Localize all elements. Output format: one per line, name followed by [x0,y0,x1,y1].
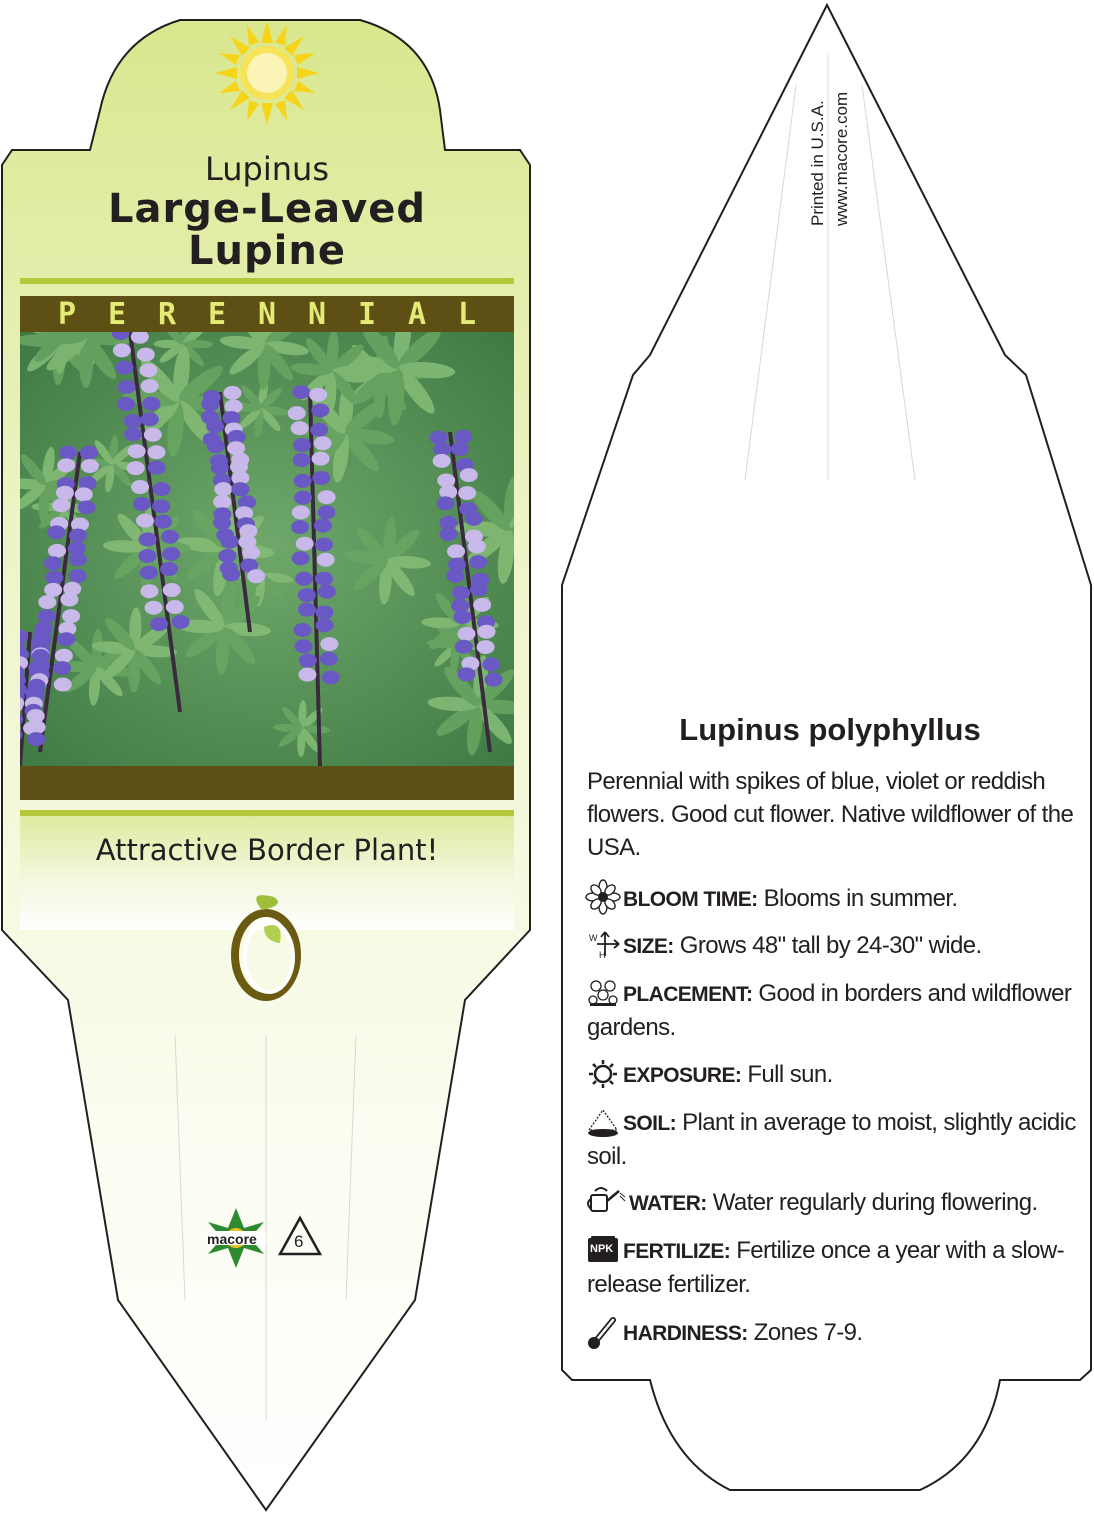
category-letter: E [207,296,227,332]
category-letter: E [107,296,127,332]
top-separator [20,278,514,284]
info-size: SIZE: Grows 48" tall by 24-30" wide. [623,932,982,959]
info-bloom-time: BLOOM TIME: Blooms in summer. [623,885,958,912]
recycle-number: 6 [294,1232,304,1251]
lower-separator [20,810,514,816]
info-placement: PLACEMENT: Good in borders and wildflower gardens. [587,980,1072,1041]
bottom-band [20,766,514,800]
plant-photo [20,332,514,766]
category-letter: A [407,296,427,332]
common-name [20,188,514,272]
size-icon-w: W [589,933,598,943]
printed-in: Printed in U.S.A. [808,100,827,226]
info-exposure: EXPOSURE: Full sun. [623,1061,833,1088]
info-hardiness: HARDINESS: Zones 7-9. [623,1319,863,1346]
category-letter: L [457,296,477,332]
common-name-line2: Lupine [188,228,346,274]
size-icon-h: H [599,950,606,960]
common-name-line1: Large-Leaved [107,186,426,232]
info-fertilize: FERTILIZE: Fertilize once a year with a slow-release fertilizer. [587,1237,1064,1298]
website: www.macore.com [832,91,851,226]
npk-label: NPK [590,1243,614,1255]
info-water: WATER: Water regularly during flowering. [629,1189,1038,1216]
category-letter: I [357,296,377,332]
category-letter: N [257,296,277,332]
category-letter: P [57,296,77,332]
info-soil: SOIL: Plant in average to moist, slightly acidic soil. [587,1109,1076,1170]
category-label [20,296,514,332]
botanical-name: Lupinus polyphyllus [679,712,981,747]
front-sun-icon [215,21,319,125]
genus-name: Lupinus [205,150,329,188]
category-letter: R [157,296,177,332]
lupine-illustration [20,332,514,766]
description: Perennial with spikes of blue, violet or reddish flowers. Good cut flower. Native wildflower of the USA. [587,768,1074,861]
category-letter: N [307,296,327,332]
tagline: Attractive Border Plant! [95,833,439,867]
macore-logo-text: macore [207,1231,257,1247]
